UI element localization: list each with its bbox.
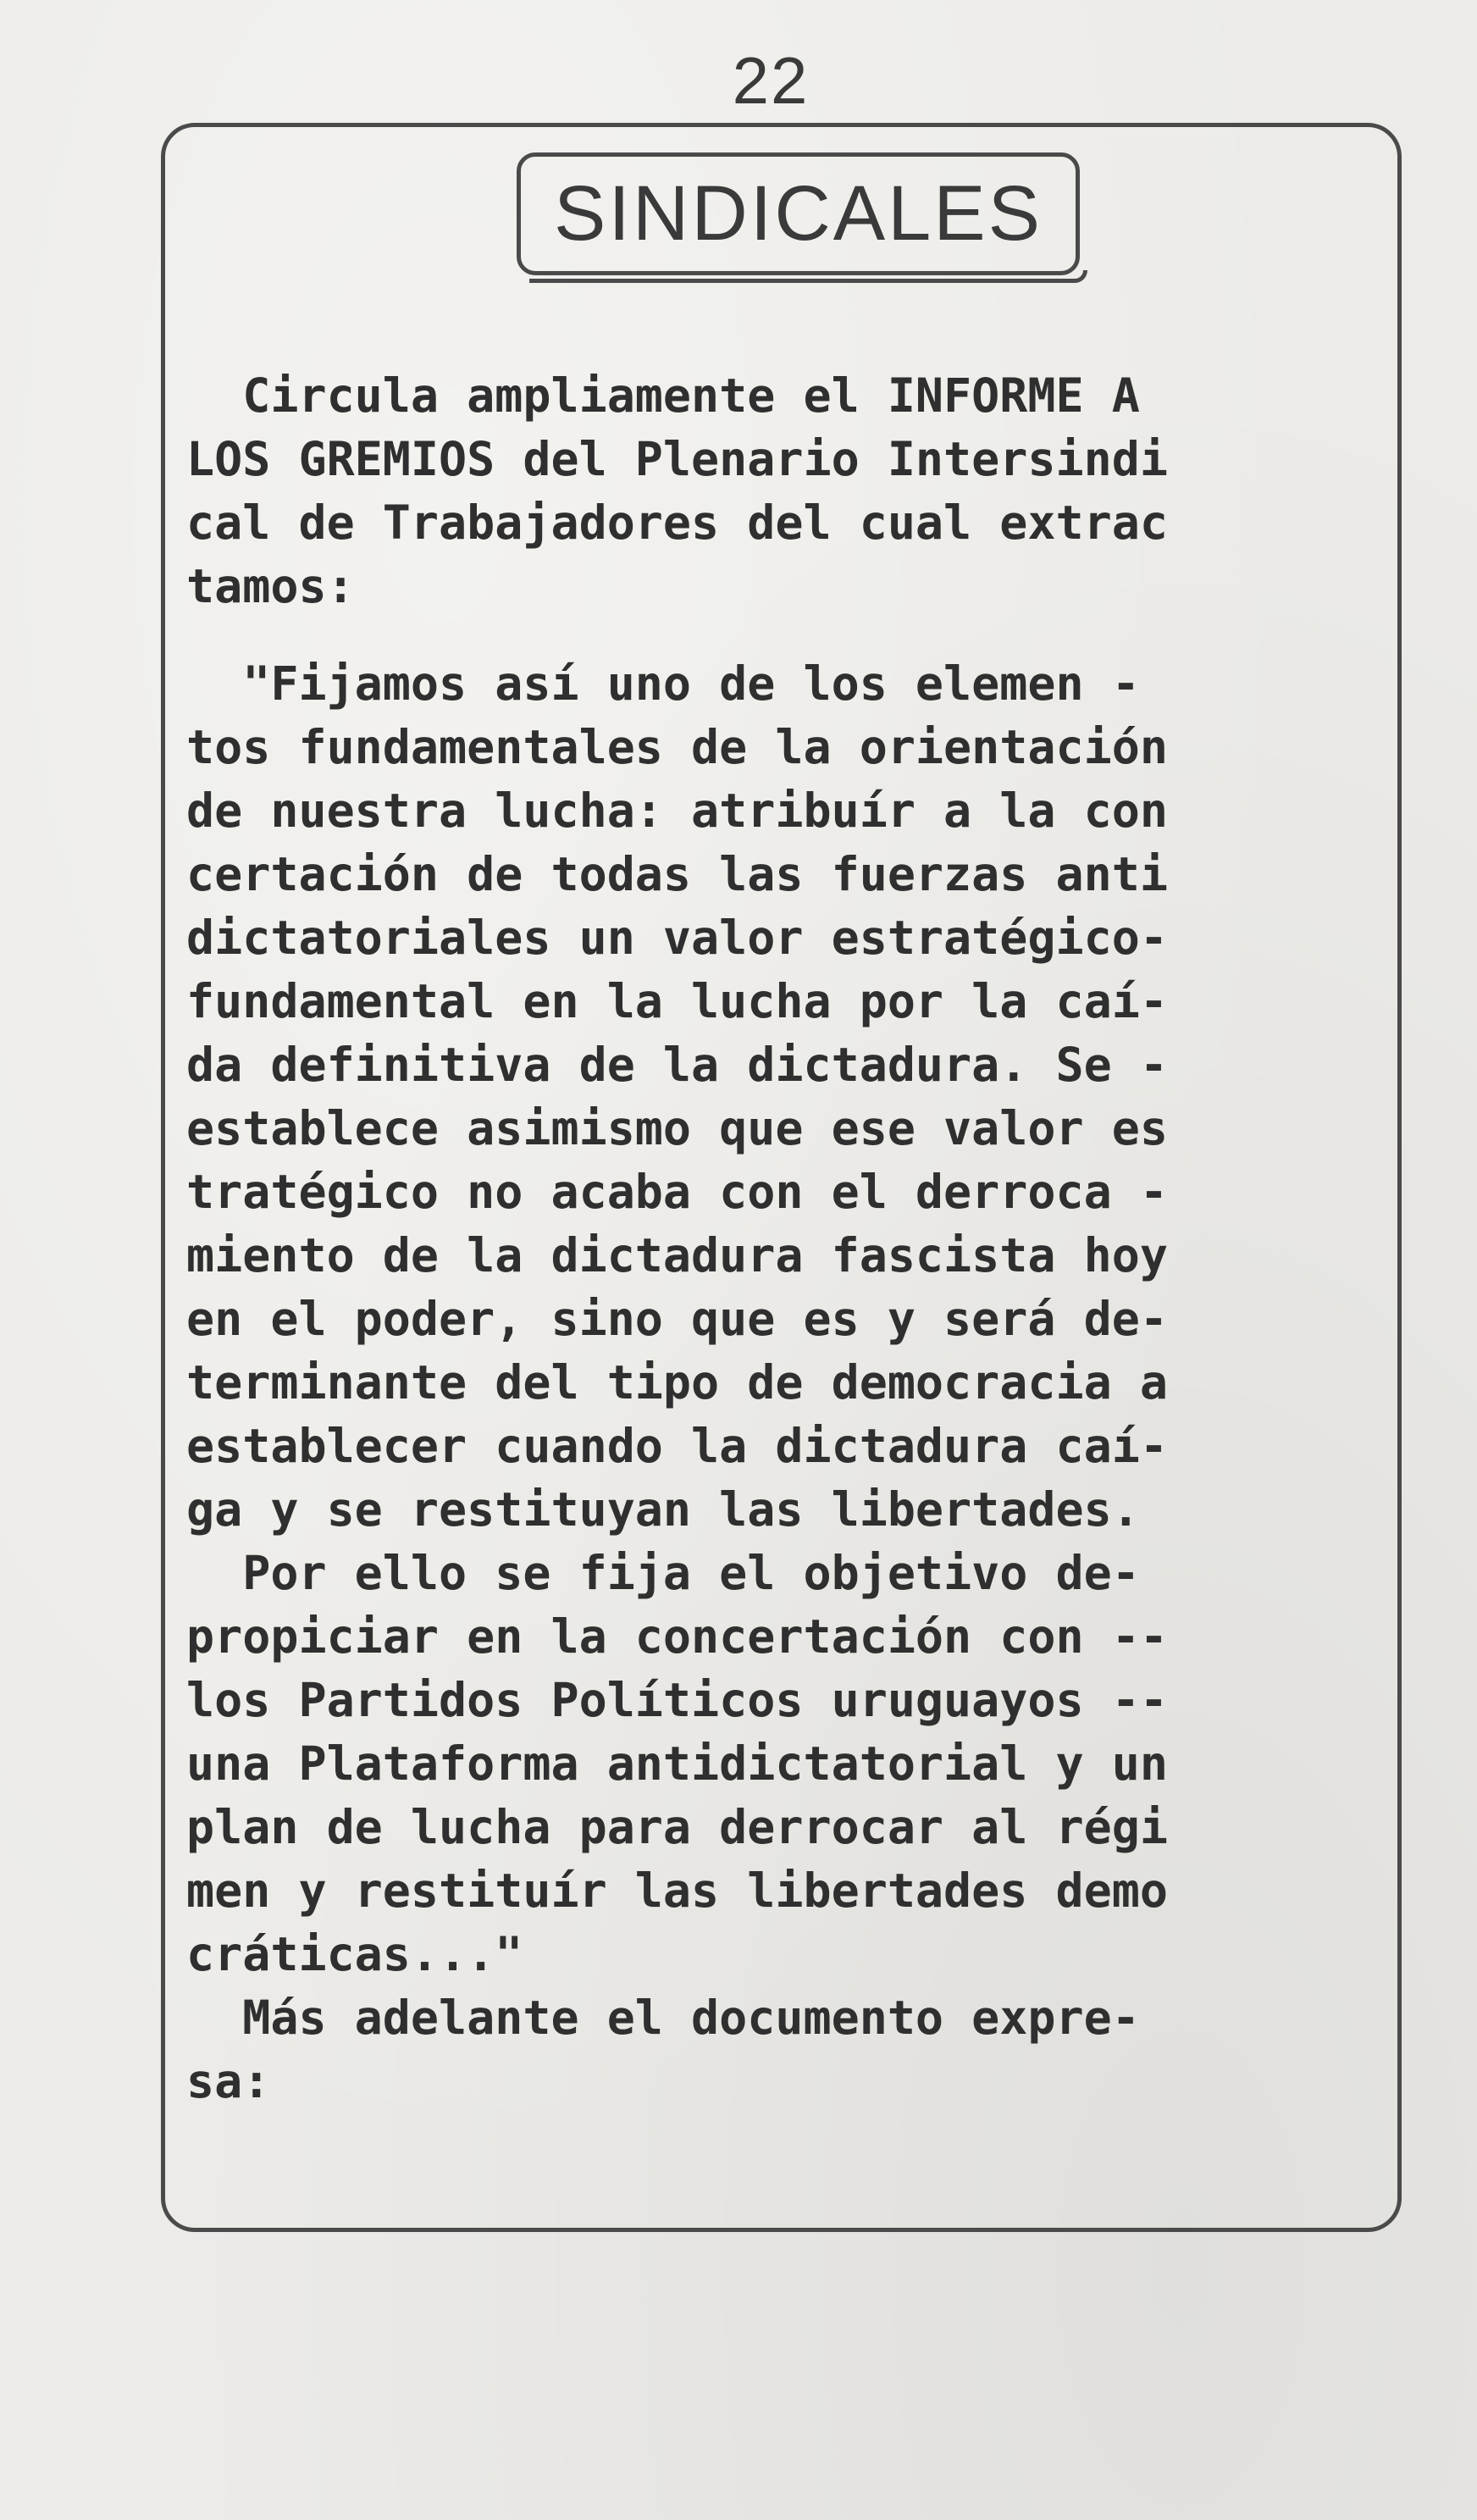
body-line: propiciar en la concertación con -- (186, 1609, 1168, 1664)
body-line: tratégico no acaba con el derroca - (186, 1165, 1168, 1219)
body-line: fundamental en la lucha por la caí- (186, 974, 1168, 1028)
body-line: sa: (186, 2054, 271, 2108)
body-line: certación de todas las fuerzas anti (186, 847, 1168, 901)
body-line: terminante del tipo de democracia a (186, 1355, 1168, 1410)
body-line: men y restituír las libertades demo (186, 1864, 1168, 1918)
body-line: miento de la dictadura fascista hoy (186, 1228, 1168, 1282)
body-line: los Partidos Políticos uruguayos -- (186, 1673, 1168, 1727)
body-line: cráticas..." (186, 1927, 523, 1981)
body-line: ga y se restituyan las libertades. (186, 1482, 1140, 1537)
body-line: LOS GREMIOS del Plenario Intersindi (186, 432, 1168, 486)
body-line: cal de Trabajadores del cual extrac (186, 496, 1168, 550)
body-line: dictatoriales un valor estratégico- (186, 911, 1168, 965)
body-line: de nuestra lucha: atribuír a la con (186, 784, 1168, 838)
body-line: tos fundamentales de la orientación (186, 720, 1168, 774)
body-line: tamos: (186, 559, 355, 613)
body-line: Circula ampliamente el INFORME A (186, 368, 1140, 423)
body-line: Por ello se fija el objetivo de- (186, 1546, 1140, 1600)
page-number: 22 (732, 43, 810, 118)
article-body (186, 364, 1389, 2194)
body-line: establece asimismo que ese valor es (186, 1101, 1168, 1155)
body-line: plan de lucha para derrocar al régi (186, 1800, 1168, 1854)
body-line: "Fijamos así uno de los elemen - (186, 656, 1140, 711)
body-line: una Plataforma antidictatorial y un (186, 1736, 1168, 1791)
body-line: en el poder, sino que es y será de- (186, 1292, 1168, 1346)
body-line: da definitiva de la dictadura. Se - (186, 1038, 1168, 1092)
section-title: SINDICALES (553, 170, 1043, 257)
body-line: establecer cuando la dictadura caí- (186, 1419, 1168, 1473)
body-line: Más adelante el documento expre- (186, 1991, 1140, 2045)
section-title-box (517, 152, 1080, 275)
